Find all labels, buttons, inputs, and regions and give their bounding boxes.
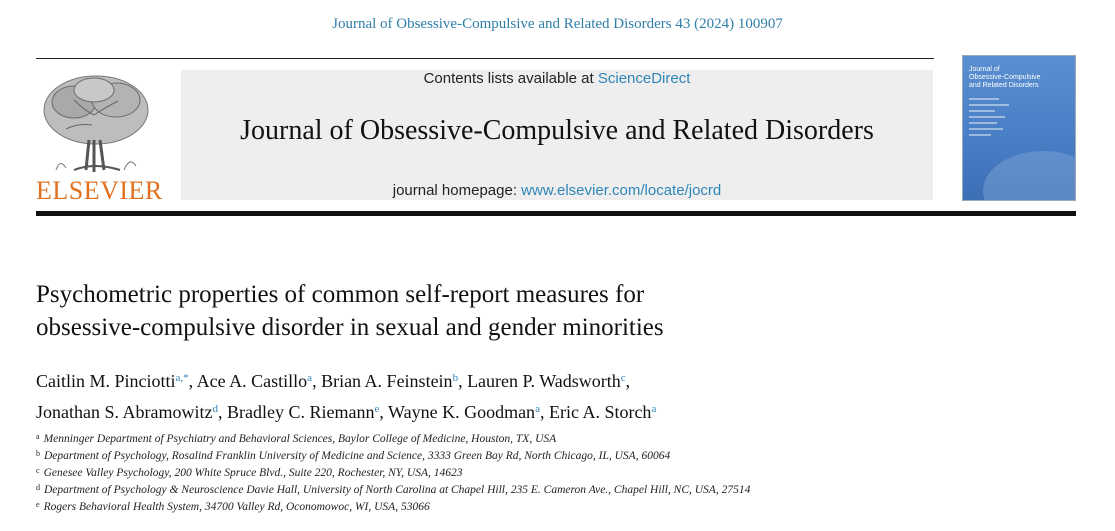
author-separator: , bbox=[379, 402, 389, 422]
author-name[interactable]: Jonathan S. Abramowitz bbox=[36, 402, 213, 422]
homepage-line bbox=[181, 182, 933, 199]
cover-title-line: and Related Disorders bbox=[969, 82, 1039, 89]
affiliation-text: Rogers Behavioral Health System, 34700 Valley Rd, Oconomowoc, WI, USA, 53066 bbox=[43, 501, 430, 513]
journal-cover-thumbnail[interactable] bbox=[962, 55, 1076, 201]
author-separator: , bbox=[312, 371, 322, 391]
cover-title bbox=[969, 66, 1069, 90]
article-title bbox=[36, 278, 1036, 344]
affiliation-b bbox=[36, 449, 1096, 462]
publisher-wordmark[interactable]: ELSEVIER bbox=[36, 176, 163, 205]
affiliation-text: Menninger Department of Psychiatry and Behavioral Sciences, Baylor College of Medicine, Houston, TX, USA bbox=[43, 433, 557, 445]
journal-title: Journal of Obsessive-Compulsive and Related Disorders bbox=[240, 115, 874, 146]
cover-brain-graphic bbox=[983, 151, 1076, 201]
author-line bbox=[36, 364, 1096, 395]
affiliation-text: Department of Psychology, Rosalind Franklin University of Medicine and Science, 3333 Green Bay Rd, North Chicago, IL, USA, 60064 bbox=[44, 450, 671, 462]
affiliation-key: e bbox=[36, 500, 40, 509]
author-affiliation-ref[interactable]: a bbox=[307, 372, 313, 384]
affiliation-d bbox=[36, 483, 1096, 496]
author-list bbox=[36, 364, 1096, 426]
author-name[interactable]: Wayne K. Goodman bbox=[388, 402, 536, 422]
author-name[interactable]: Lauren P. Wadsworth bbox=[467, 371, 621, 391]
article-title-line: obsessive-compulsive disorder in sexual and gender minorities bbox=[36, 314, 664, 341]
affiliation-c bbox=[36, 466, 1096, 479]
affiliation-text: Genesee Valley Psychology, 200 White Spruce Blvd., Suite 220, Rochester, NY, USA, 14623 bbox=[43, 467, 463, 479]
affiliation-a bbox=[36, 432, 1096, 445]
author-affiliation-ref[interactable]: b bbox=[452, 372, 459, 384]
author-separator: , bbox=[539, 402, 549, 422]
affiliation-key: d bbox=[36, 483, 40, 492]
cover-title-line: Obsessive-Compulsive bbox=[969, 74, 1041, 81]
affiliation-e bbox=[36, 500, 1096, 513]
sciencedirect-link[interactable]: ScienceDirect bbox=[597, 70, 691, 87]
author-separator: , bbox=[458, 371, 468, 391]
affiliation-key: c bbox=[36, 466, 40, 475]
affiliation-key: a bbox=[36, 432, 40, 441]
affiliation-key: b bbox=[36, 449, 40, 458]
author-name[interactable]: Bradley C. Riemann bbox=[226, 402, 375, 422]
author-affiliation-ref[interactable]: d bbox=[212, 403, 218, 415]
author-affiliation-ref[interactable]: a bbox=[535, 403, 540, 415]
masthead-rule bbox=[36, 211, 1076, 216]
author-name[interactable]: Ace A. Castillo bbox=[196, 371, 308, 391]
author-separator: , bbox=[625, 371, 631, 391]
homepage-prefix: journal homepage: bbox=[392, 182, 522, 199]
running-head[interactable]: Journal of Obsessive-Compulsive and Related Disorders 43 (2024) 100907 bbox=[332, 16, 783, 32]
header-rule bbox=[36, 58, 934, 59]
cover-title-line: Journal of bbox=[969, 66, 1000, 73]
author-name[interactable]: Eric A. Storch bbox=[548, 402, 652, 422]
homepage-link[interactable]: www.elsevier.com/locate/jocrd bbox=[521, 182, 722, 199]
author-separator: , bbox=[217, 402, 227, 422]
author-separator: , bbox=[188, 371, 197, 391]
article-title-line: Psychometric properties of common self-report measures for bbox=[36, 281, 645, 308]
contents-line bbox=[181, 70, 933, 87]
author-name[interactable]: Caitlin M. Pinciotti bbox=[36, 371, 176, 391]
author-affiliation-ref[interactable]: a,* bbox=[175, 372, 189, 384]
author-affiliation-ref[interactable]: a bbox=[651, 403, 657, 415]
contents-prefix: Contents lists available at bbox=[423, 70, 598, 87]
author-name[interactable]: Brian A. Feinstein bbox=[321, 371, 453, 391]
author-affiliation-ref[interactable]: c bbox=[620, 372, 626, 384]
author-line bbox=[36, 395, 1096, 426]
author-affiliation-ref[interactable]: e bbox=[374, 403, 380, 415]
affiliation-text: Department of Psychology & Neuroscience Davie Hall, University of North Carolina at Chapel Hill, 235 E. Cameron Ave., Chapel Hill, NC, USA, 27514 bbox=[44, 484, 751, 496]
